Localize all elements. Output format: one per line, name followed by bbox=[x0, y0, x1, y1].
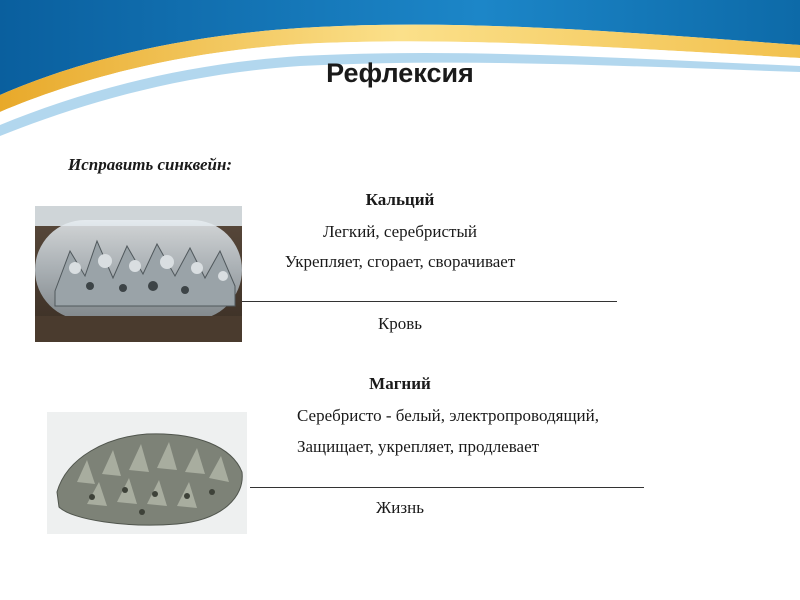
calcium-adjectives: Легкий, серебристый bbox=[323, 222, 477, 241]
instruction-text: Исправить синквейн: bbox=[68, 155, 233, 174]
calcium-blank-line bbox=[242, 301, 617, 302]
calcium-verbs: Укрепляет, сгорает, сворачивает bbox=[284, 252, 516, 271]
magnesium-synonym: Жизнь bbox=[376, 498, 424, 517]
slide-title: Рефлексия bbox=[326, 58, 474, 88]
calcium-noun: Кальций bbox=[365, 190, 435, 209]
magnesium-blank-line bbox=[250, 487, 644, 488]
magnesium-verbs: Защищает, укрепляет, продлевает bbox=[296, 437, 540, 456]
magnesium-noun: Магний bbox=[369, 374, 431, 393]
magnesium-adjectives: Серебристо - белый, электропроводящий, bbox=[297, 406, 599, 425]
calcium-synonym: Кровь bbox=[377, 314, 423, 333]
